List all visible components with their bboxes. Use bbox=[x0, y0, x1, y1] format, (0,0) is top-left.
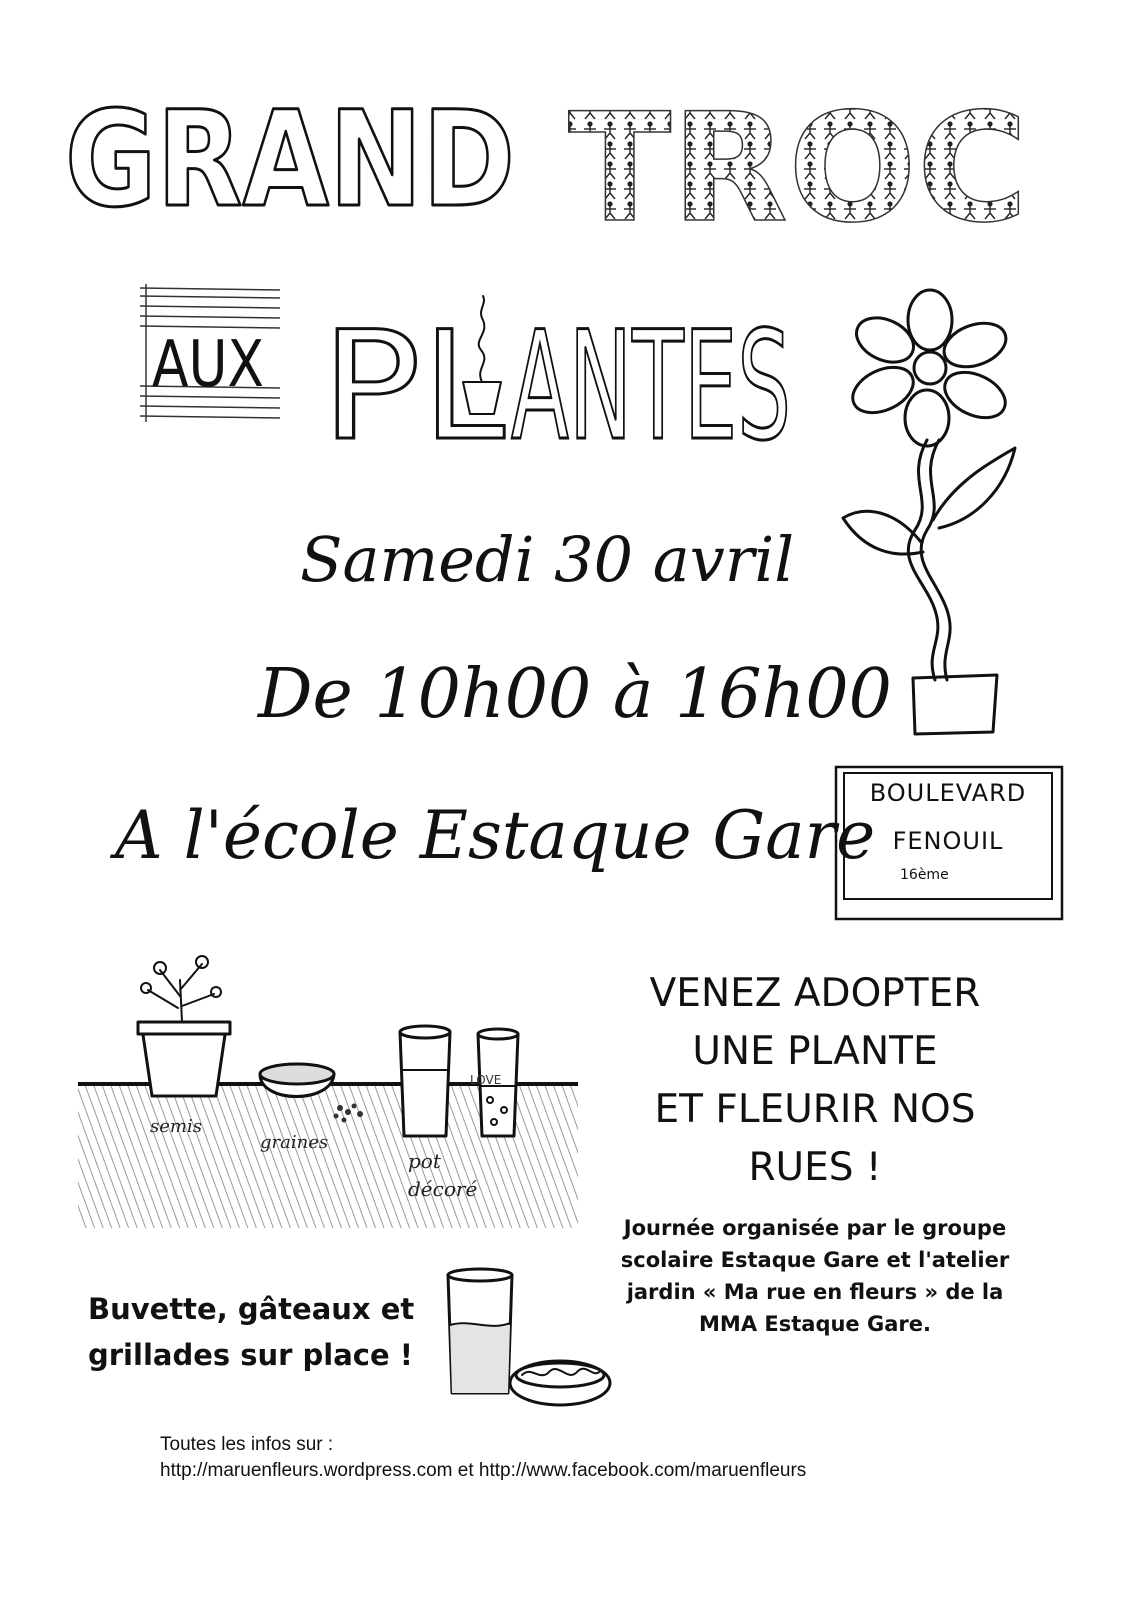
organizer-line-2: scolaire Estaque Gare et l'atelier bbox=[620, 1248, 1010, 1272]
plantes-title bbox=[315, 290, 795, 474]
glass-icon bbox=[448, 1269, 512, 1393]
event-time: De 10h00 à 16h00 bbox=[258, 655, 892, 734]
grand-title bbox=[55, 80, 525, 237]
sign-line-1: BOULEVARD bbox=[869, 779, 1027, 807]
event-date: Samedi 30 avril bbox=[300, 523, 795, 596]
sign-line-2: FENOUIL bbox=[892, 827, 1004, 855]
cta-line-3: ET FLEURIR NOS bbox=[654, 1087, 976, 1132]
grand-title-text: GRAND bbox=[65, 83, 515, 237]
plantes-letter-p: P bbox=[321, 300, 421, 474]
label-graines: graines bbox=[260, 1132, 329, 1153]
troc-title bbox=[560, 80, 1040, 256]
jar-label: LOVE bbox=[470, 1073, 502, 1087]
footer-links[interactable]: http://maruenfleurs.wordpress.com et http://www.facebook.com/maruenfleurs bbox=[160, 1460, 807, 1481]
buvette-block bbox=[88, 1286, 418, 1378]
plantes-letter-l: L bbox=[423, 300, 505, 474]
cta-block bbox=[600, 965, 1030, 1197]
plants-table-drawing bbox=[78, 950, 578, 1240]
pot-plant-icon bbox=[138, 956, 230, 1096]
street-sign bbox=[834, 765, 1066, 923]
cta-line-4: RUES ! bbox=[748, 1145, 882, 1190]
label-semis: semis bbox=[150, 1116, 202, 1137]
seed-bowl-icon bbox=[260, 1064, 334, 1097]
organizer-block bbox=[600, 1212, 1030, 1340]
troc-title-text: TROC bbox=[568, 82, 1028, 256]
aux-title-text: AUX bbox=[152, 328, 264, 402]
cta-line-2: UNE PLANTE bbox=[692, 1029, 938, 1074]
sign-line-3: 16ème bbox=[900, 867, 949, 883]
buvette-line-2: grillades sur place ! bbox=[88, 1338, 413, 1372]
organizer-line-1: Journée organisée par le groupe bbox=[623, 1216, 1007, 1240]
aux-title bbox=[130, 278, 290, 428]
hotdog-icon bbox=[510, 1361, 610, 1405]
organizer-line-4: MMA Estaque Gare. bbox=[699, 1312, 931, 1336]
organizer-line-3: jardin « Ma rue en fleurs » de la bbox=[626, 1280, 1004, 1304]
buvette-line-1: Buvette, gâteaux et bbox=[88, 1292, 415, 1326]
cta-line-1: VENEZ ADOPTER bbox=[649, 971, 981, 1016]
footer-block bbox=[160, 1432, 806, 1484]
footer-line-1: Toutes les infos sur : bbox=[160, 1434, 334, 1455]
plantes-letters-antes: ANTES bbox=[511, 300, 791, 474]
glass-hotdog-drawing bbox=[440, 1265, 620, 1415]
event-place: A l'école Estaque Gare bbox=[115, 797, 876, 874]
label-decore: décoré bbox=[408, 1177, 478, 1201]
label-pot: pot bbox=[408, 1149, 441, 1173]
